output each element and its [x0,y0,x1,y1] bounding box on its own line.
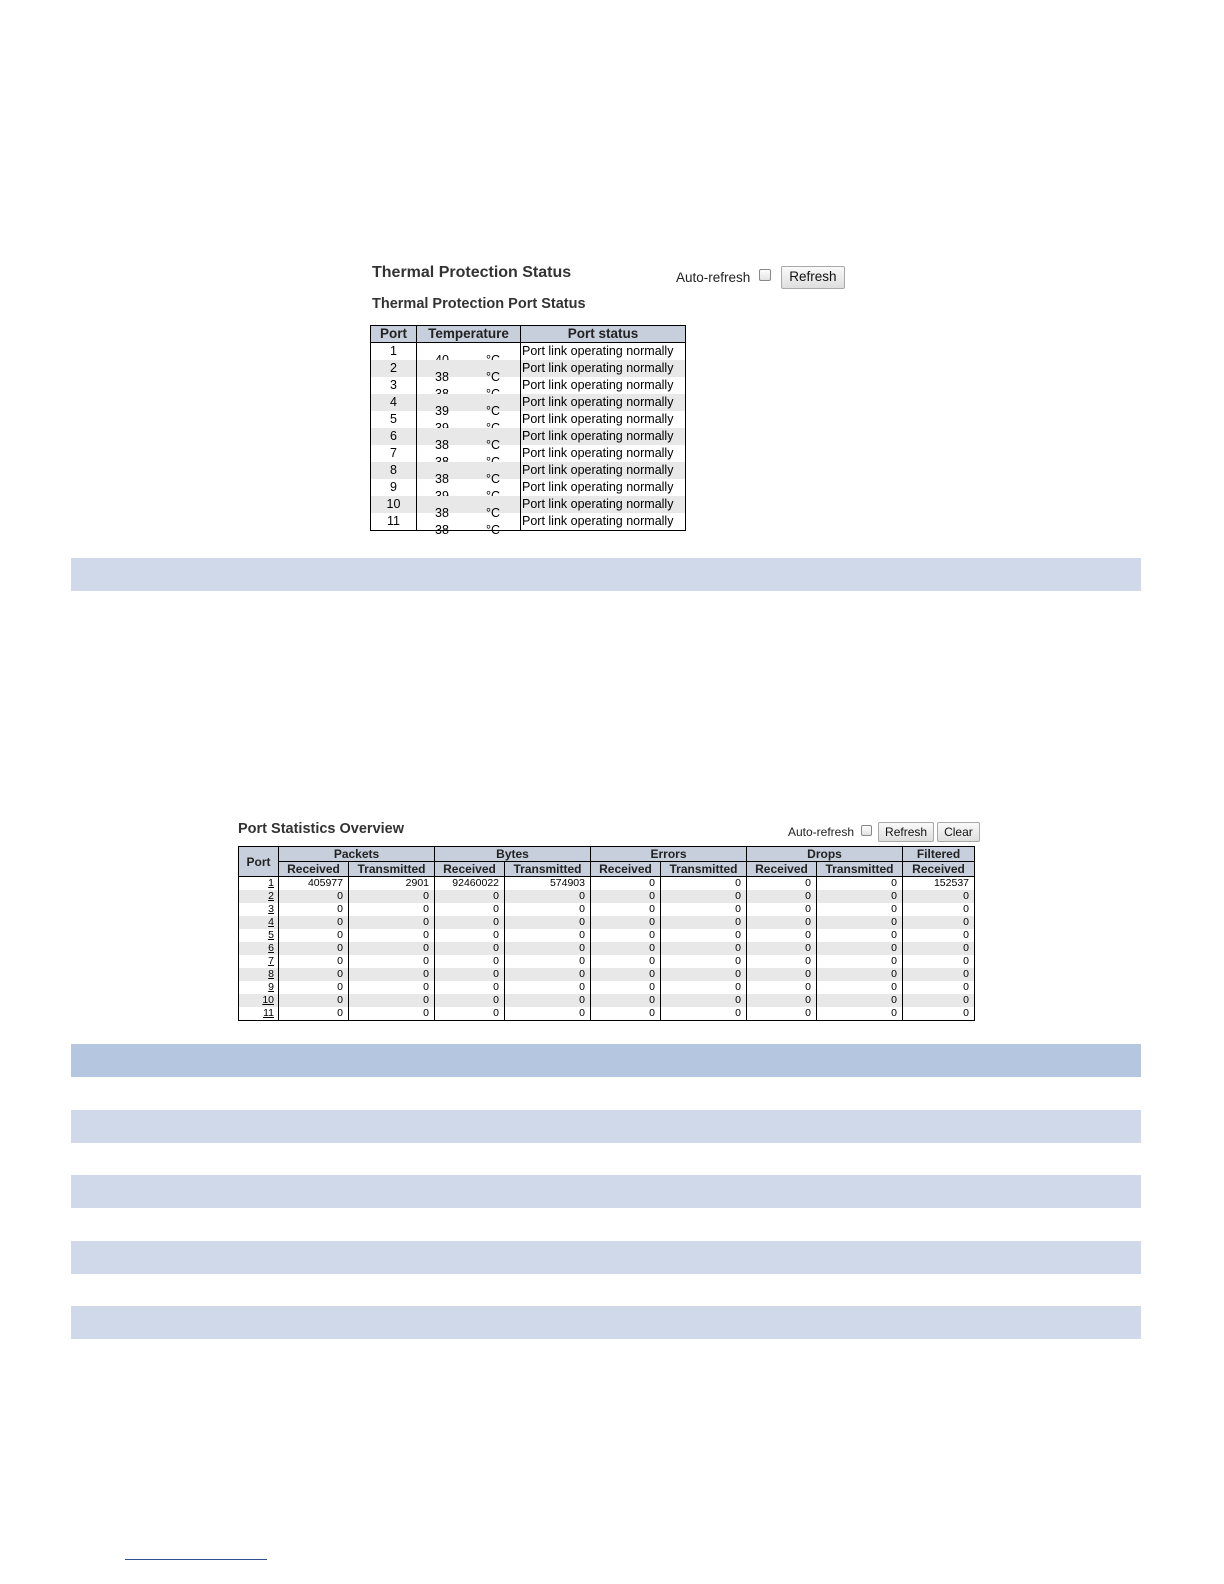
packets-received-cell: 0 [279,1007,349,1021]
port-link-cell [239,916,279,929]
port-cell: 10 [371,496,417,513]
column-group-filtered: Filtered [903,847,975,862]
errors-transmitted-cell: 0 [661,890,747,903]
bytes-received-cell: 0 [435,981,505,994]
filtered-received-cell: 0 [903,968,975,981]
packets-received-cell: 0 [279,994,349,1007]
drops-received-cell: 0 [747,942,817,955]
table-row [371,377,686,394]
bytes-transmitted-cell: 0 [505,903,591,916]
column-group-drops: Drops [747,847,903,862]
errors-transmitted-cell: 0 [661,994,747,1007]
filtered-received-cell: 152537 [903,877,975,891]
bytes-transmitted-cell: 574903 [505,877,591,891]
errors-transmitted-cell: 0 [661,916,747,929]
port-link[interactable]: 1 [268,877,274,889]
errors-received-cell: 0 [591,903,661,916]
port-link-cell [239,890,279,903]
stats-auto-refresh-label: Auto-refresh [788,825,855,839]
packets-received-cell: 0 [279,890,349,903]
drops-transmitted-cell: 0 [817,916,903,929]
port-link[interactable]: 5 [268,929,274,941]
section-band [71,1241,1141,1274]
temperature-unit: °C [486,437,501,452]
thermal-table-body [371,343,686,537]
errors-transmitted-cell: 0 [661,929,747,942]
table-row [371,394,686,411]
temperature-cell [417,360,521,384]
errors-received-cell: 0 [591,916,661,929]
stats-auto-refresh-checkbox[interactable] [861,825,872,836]
port-status-cell: Port link operating normally [521,513,686,531]
filtered-received-cell: 0 [903,929,975,942]
table-row [371,462,686,479]
temperature-cell [417,462,521,486]
packets-received-cell: 405977 [279,877,349,891]
drops-transmitted-cell: 0 [817,877,903,891]
errors-received-cell: 0 [591,968,661,981]
port-link[interactable]: 11 [263,1007,274,1019]
port-link[interactable]: 6 [268,942,274,954]
section-band [71,1044,1141,1077]
port-cell: 4 [371,394,417,411]
drops-transmitted-cell: 0 [817,1007,903,1021]
bytes-transmitted-cell: 0 [505,890,591,903]
column-group-bytes: Bytes [435,847,591,862]
filtered-received-cell: 0 [903,981,975,994]
temperature-unit: °C [486,505,501,520]
drops-received-cell: 0 [747,968,817,981]
drops-transmitted-cell: 0 [817,903,903,916]
port-link-cell [239,981,279,994]
bytes-received-cell: 0 [435,1007,505,1021]
column-header-drops-transmitted: Transmitted [817,862,903,877]
errors-received-cell: 0 [591,942,661,955]
port-link-cell [239,942,279,955]
packets-transmitted-cell: 0 [349,994,435,1007]
port-link[interactable]: 10 [262,994,274,1006]
refresh-button[interactable]: Refresh [781,266,844,289]
bytes-received-cell: 0 [435,929,505,942]
filtered-received-cell: 0 [903,916,975,929]
drops-transmitted-cell: 0 [817,981,903,994]
column-header-packets-transmitted: Transmitted [349,862,435,877]
temperature-value: 38 [435,437,449,452]
port-cell: 8 [371,462,417,479]
column-header-errors-transmitted: Transmitted [661,862,747,877]
drops-transmitted-cell: 0 [817,994,903,1007]
port-cell: 3 [371,377,417,394]
table-row [371,343,686,361]
column-header-bytes-transmitted: Transmitted [505,862,591,877]
table-row [371,496,686,513]
column-header-temperature: Temperature [417,326,521,343]
packets-transmitted-cell: 0 [349,1007,435,1021]
bytes-transmitted-cell: 0 [505,955,591,968]
temperature-cell [417,513,521,537]
drops-received-cell: 0 [747,1007,817,1021]
port-status-cell: Port link operating normally [521,343,686,361]
bytes-received-cell: 0 [435,942,505,955]
port-cell: 5 [371,411,417,428]
packets-transmitted-cell: 0 [349,981,435,994]
stats-table-body [239,877,975,1021]
bytes-received-cell: 0 [435,968,505,981]
errors-received-cell: 0 [591,890,661,903]
errors-received-cell: 0 [591,929,661,942]
bytes-received-cell: 0 [435,916,505,929]
column-header-port: Port [371,326,417,343]
port-cell: 11 [371,513,417,531]
temperature-cell [417,343,521,361]
drops-transmitted-cell: 0 [817,929,903,942]
packets-received-cell: 0 [279,942,349,955]
table-row [239,929,975,942]
stats-controls [788,822,983,842]
section-band [71,1175,1141,1208]
port-status-cell: Port link operating normally [521,411,686,428]
bytes-transmitted-cell: 0 [505,981,591,994]
bytes-transmitted-cell: 0 [505,994,591,1007]
port-cell: 1 [371,343,417,361]
port-link[interactable]: 7 [268,955,274,967]
packets-transmitted-cell: 0 [349,968,435,981]
drops-received-cell: 0 [747,916,817,929]
thermal-port-status-subtitle: Thermal Protection Port Status [372,296,586,312]
errors-transmitted-cell: 0 [661,903,747,916]
packets-received-cell: 0 [279,916,349,929]
table-row [371,360,686,377]
table-header-row [371,326,686,343]
packets-transmitted-cell: 0 [349,916,435,929]
packets-transmitted-cell: 2901 [349,877,435,891]
packets-received-cell: 0 [279,955,349,968]
column-header-drops-received: Received [747,862,817,877]
thermal-controls [676,266,845,289]
table-row [239,994,975,1007]
temperature-value: 39 [435,403,449,418]
table-row [239,968,975,981]
port-cell: 2 [371,360,417,377]
table-row [239,916,975,929]
port-link[interactable]: 3 [268,903,274,915]
temperature-value: 38 [435,369,449,384]
port-statistics-table [238,846,975,1021]
column-group-errors: Errors [591,847,747,862]
port-link-cell [239,929,279,942]
bytes-transmitted-cell: 0 [505,968,591,981]
drops-received-cell: 0 [747,877,817,891]
errors-transmitted-cell: 0 [661,968,747,981]
column-header-packets-received: Received [279,862,349,877]
port-cell: 6 [371,428,417,445]
bytes-transmitted-cell: 0 [505,1007,591,1021]
column-header-port: Port [239,847,279,877]
port-link-cell [239,1007,279,1021]
filtered-received-cell: 0 [903,942,975,955]
section-band [71,558,1141,591]
packets-received-cell: 0 [279,903,349,916]
temperature-cell [417,496,521,520]
bytes-transmitted-cell: 0 [505,916,591,929]
filtered-received-cell: 0 [903,903,975,916]
thermal-protection-title: Thermal Protection Status [372,264,572,281]
section-band [71,1306,1141,1339]
section-band [71,1110,1141,1143]
table-row [239,877,975,891]
filtered-received-cell: 0 [903,1007,975,1021]
packets-transmitted-cell: 0 [349,890,435,903]
port-status-cell: Port link operating normally [521,462,686,479]
temperature-value: 38 [435,471,449,486]
errors-received-cell: 0 [591,955,661,968]
port-link[interactable]: 2 [268,890,274,902]
errors-received-cell: 0 [591,994,661,1007]
bytes-received-cell: 0 [435,903,505,916]
port-link[interactable]: 4 [268,916,274,928]
temperature-cell [417,377,521,394]
packets-transmitted-cell: 0 [349,942,435,955]
drops-received-cell: 0 [747,903,817,916]
port-link-cell [239,955,279,968]
table-row [239,903,975,916]
temperature-cell [417,445,521,462]
column-header-bytes-received: Received [435,862,505,877]
drops-received-cell: 0 [747,890,817,903]
filtered-received-cell: 0 [903,955,975,968]
bytes-transmitted-cell: 0 [505,929,591,942]
table-row [371,411,686,428]
drops-received-cell: 0 [747,929,817,942]
stats-clear-button[interactable]: Clear [937,822,980,842]
drops-received-cell: 0 [747,955,817,968]
temperature-cell [417,394,521,418]
temperature-unit: °C [486,369,501,384]
stats-refresh-button[interactable]: Refresh [878,822,934,842]
packets-received-cell: 0 [279,981,349,994]
packets-transmitted-cell: 0 [349,955,435,968]
port-link[interactable]: 8 [268,968,274,980]
drops-received-cell: 0 [747,994,817,1007]
table-header-sub-row [239,862,975,877]
temperature-cell [417,411,521,428]
errors-transmitted-cell: 0 [661,1007,747,1021]
auto-refresh-label: Auto-refresh [676,270,751,285]
port-status-cell: Port link operating normally [521,496,686,513]
packets-transmitted-cell: 0 [349,903,435,916]
port-status-cell: Port link operating normally [521,360,686,377]
port-link[interactable]: 9 [268,981,274,993]
bytes-received-cell: 0 [435,955,505,968]
drops-transmitted-cell: 0 [817,890,903,903]
bytes-received-cell: 0 [435,890,505,903]
drops-received-cell: 0 [747,981,817,994]
thermal-port-status-table [370,325,686,537]
temperature-unit: °C [486,403,501,418]
table-row [239,981,975,994]
temperature-unit: °C [486,522,501,537]
filtered-received-cell: 0 [903,994,975,1007]
port-status-cell: Port link operating normally [521,428,686,445]
filtered-received-cell: 0 [903,890,975,903]
port-status-cell: Port link operating normally [521,445,686,462]
port-statistics-title: Port Statistics Overview [238,821,405,837]
table-row [239,1007,975,1021]
bytes-received-cell: 92460022 [435,877,505,891]
table-row [371,445,686,462]
bytes-transmitted-cell: 0 [505,942,591,955]
temperature-cell [417,479,521,496]
errors-received-cell: 0 [591,877,661,891]
errors-received-cell: 0 [591,1007,661,1021]
drops-transmitted-cell: 0 [817,955,903,968]
errors-transmitted-cell: 0 [661,942,747,955]
port-cell: 9 [371,479,417,496]
temperature-unit: °C [486,471,501,486]
port-link-cell [239,903,279,916]
packets-transmitted-cell: 0 [349,929,435,942]
table-row [239,890,975,903]
packets-received-cell: 0 [279,968,349,981]
drops-transmitted-cell: 0 [817,942,903,955]
port-cell: 7 [371,445,417,462]
errors-transmitted-cell: 0 [661,877,747,891]
table-row [371,513,686,531]
table-row [371,479,686,496]
table-header-group-row [239,847,975,862]
port-status-cell: Port link operating normally [521,479,686,496]
column-header-filtered-received: Received [903,862,975,877]
auto-refresh-checkbox[interactable] [759,269,771,281]
temperature-cell [417,428,521,452]
port-status-cell: Port link operating normally [521,394,686,411]
footnote-divider [125,1559,267,1560]
temperature-value: 38 [435,522,449,537]
table-row [239,942,975,955]
port-link-cell [239,994,279,1007]
table-row [239,955,975,968]
drops-transmitted-cell: 0 [817,968,903,981]
errors-transmitted-cell: 0 [661,955,747,968]
errors-transmitted-cell: 0 [661,981,747,994]
column-header-port-status: Port status [521,326,686,343]
table-row [371,428,686,445]
port-status-cell: Port link operating normally [521,377,686,394]
errors-received-cell: 0 [591,981,661,994]
column-group-packets: Packets [279,847,435,862]
packets-received-cell: 0 [279,929,349,942]
port-link-cell [239,877,279,891]
column-header-errors-received: Received [591,862,661,877]
bytes-received-cell: 0 [435,994,505,1007]
port-link-cell [239,968,279,981]
temperature-value: 38 [435,505,449,520]
